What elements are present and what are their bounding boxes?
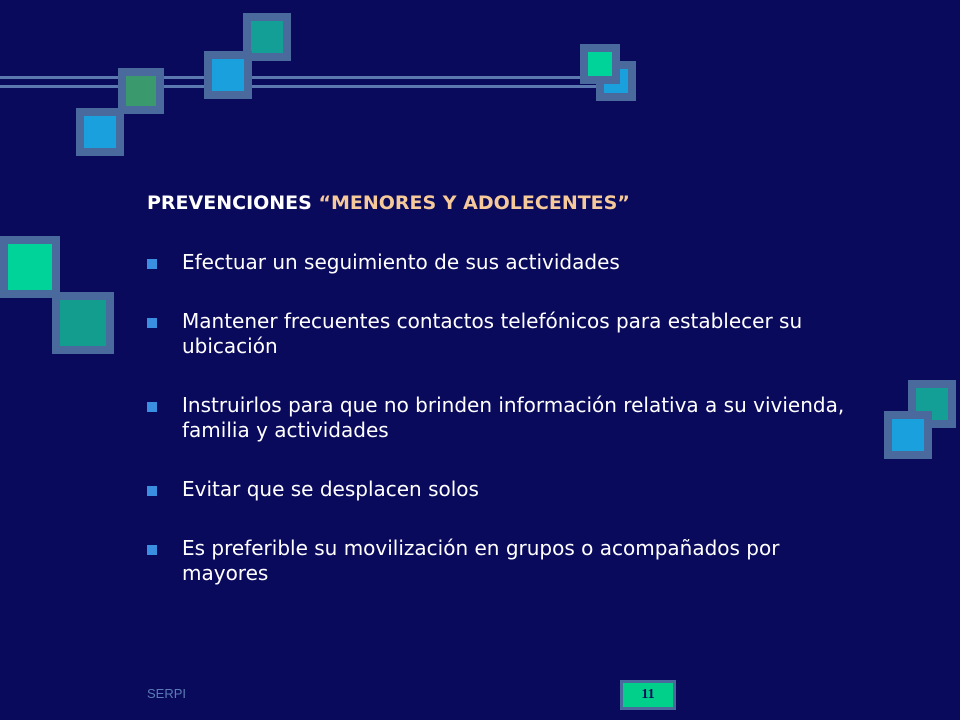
bullet-square-icon xyxy=(147,486,157,496)
bullet-square-icon xyxy=(147,318,157,328)
bullet-text: Mantener frecuentes contactos telefónicos para establecer su ubicación xyxy=(182,309,803,358)
bullet-item xyxy=(147,393,847,443)
bullet-item xyxy=(147,477,847,502)
bullet-list xyxy=(147,250,847,586)
decor-square xyxy=(118,68,164,114)
bullet-text: Evitar que se desplacen solos xyxy=(182,477,479,501)
decor-square xyxy=(204,51,252,99)
bullet-square-icon xyxy=(147,259,157,269)
decor-square xyxy=(76,108,124,156)
page-number: 11 xyxy=(620,680,676,710)
decor-line-top xyxy=(0,76,610,79)
decor-square xyxy=(580,44,620,84)
title-accent: “MENORES Y ADOLECENTES” xyxy=(318,192,630,214)
decor-line-bottom xyxy=(0,85,610,88)
bullet-square-icon xyxy=(147,545,157,555)
bullet-item xyxy=(147,250,847,275)
footer-label: SERPI xyxy=(147,686,187,701)
decor-square xyxy=(52,292,114,354)
title-prefix: PREVENCIONES xyxy=(147,192,319,214)
slide-title xyxy=(147,192,630,214)
decor-square xyxy=(884,411,932,459)
bullet-text: Efectuar un seguimiento de sus actividades xyxy=(182,250,620,274)
bullet-item xyxy=(147,536,847,586)
decor-square xyxy=(0,236,60,298)
bullet-text: Instruirlos para que no brinden información relativa a su vivienda, familia y actividades xyxy=(182,393,845,442)
bullet-text: Es preferible su movilización en grupos o acompañados por mayores xyxy=(182,536,780,585)
bullet-square-icon xyxy=(147,402,157,412)
bullet-item xyxy=(147,309,847,359)
